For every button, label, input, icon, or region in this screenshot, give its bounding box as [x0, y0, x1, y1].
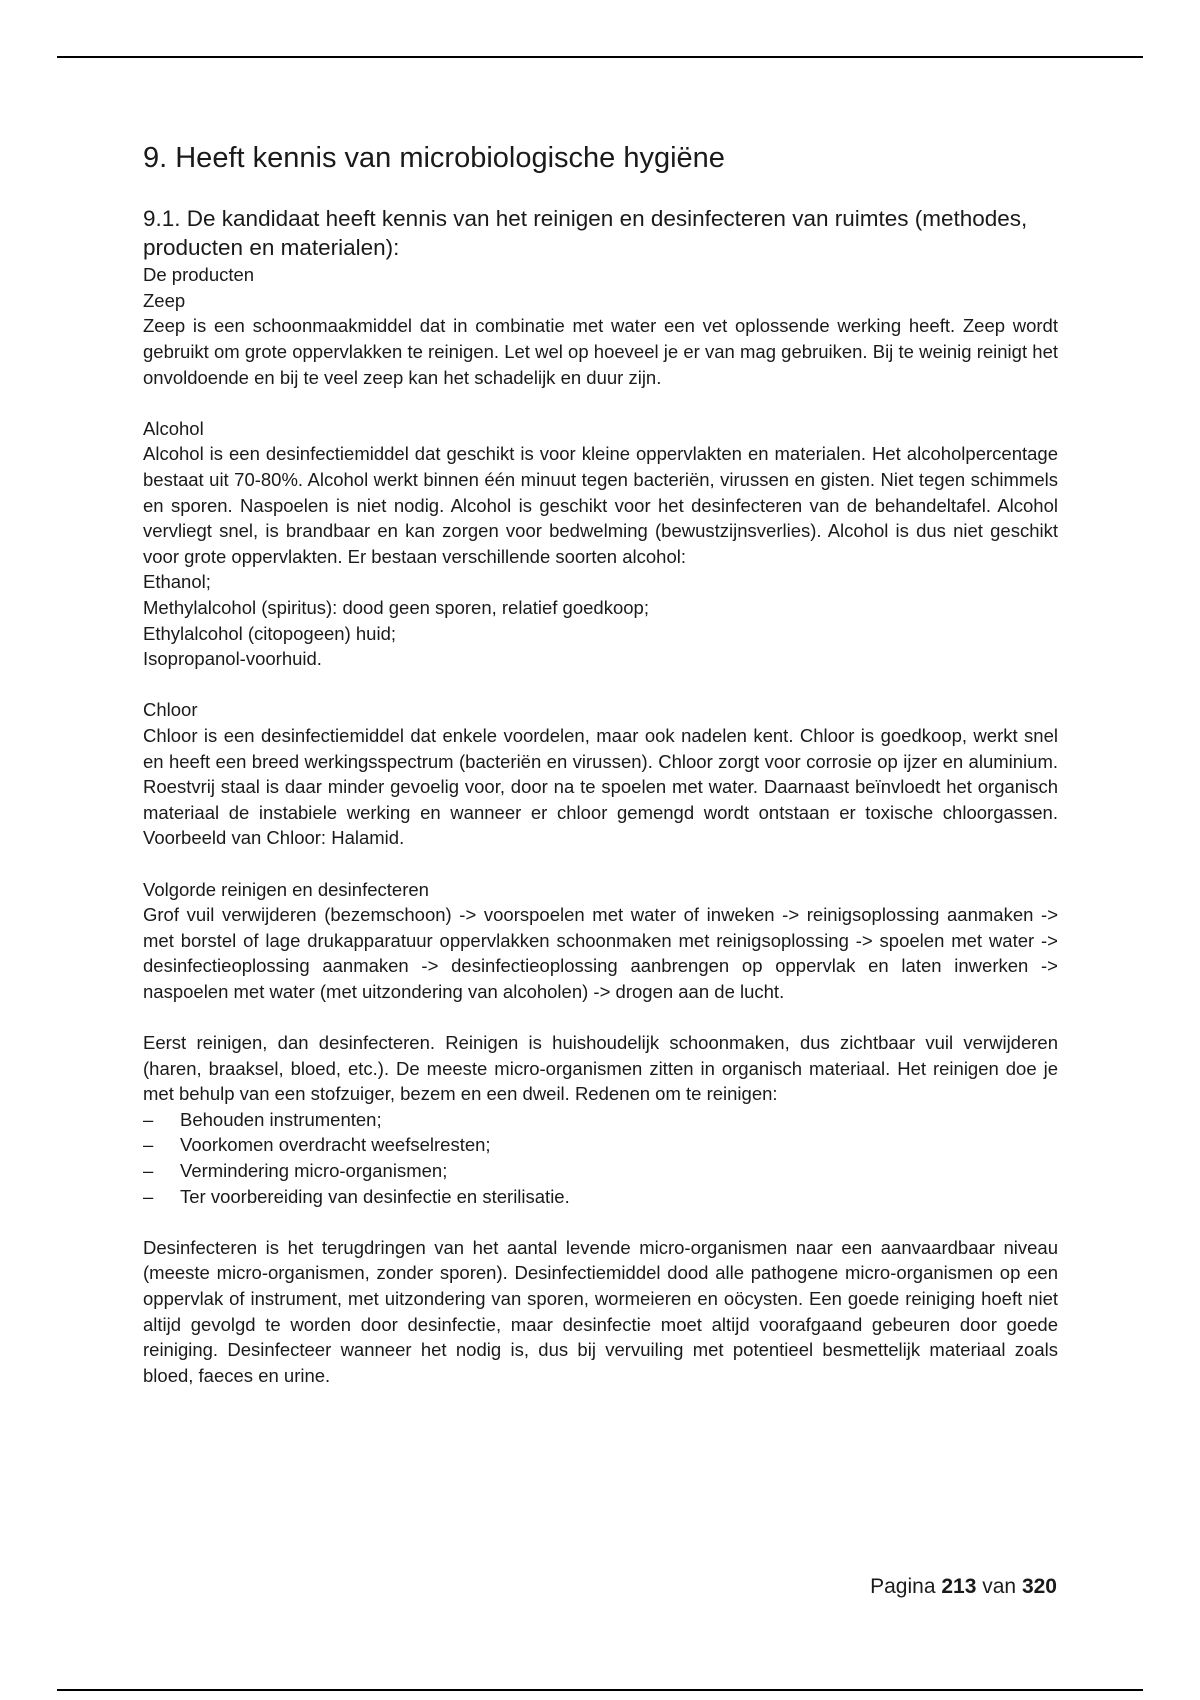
total-pages: 320	[1021, 1575, 1057, 1598]
alcohol-type: Ethanol;	[143, 571, 211, 593]
bottom-rule	[57, 1689, 1143, 1691]
list-item: – Behouden instrumenten;	[143, 1108, 382, 1130]
page-number	[870, 1573, 1057, 1601]
alcohol-type: Isopropanol-voorhuid.	[143, 648, 322, 670]
page-title: 9. Heeft kennis van microbiologische hygiëne	[143, 142, 725, 174]
list-item: – Ter voorbereiding van desinfectie en sterilisatie.	[143, 1185, 570, 1207]
reasons-list	[143, 1107, 1058, 1209]
chloor-title: Chloor	[143, 699, 198, 721]
chloor-paragraph: Chloor is een desinfectiemiddel dat enkele voordelen, maar ook nadelen kent. Chloor is goedkoop, werkt snel en heeft een breed werkingsspectrum (bacteriën en virussen). Chloor zorgt voor corrosie op ijzer en aluminium. Roestvrij staal is daar minder gevoelig voor, door na te spoelen met water. Daarnaast beïnvloedt het organisch materiaal de instabiele werking en wanneer er chloor gemengd wordt ontstaan er toxische chloorgassen. Voorbeeld van Chloor: Halamid.	[143, 724, 1058, 849]
current-page: 213	[941, 1575, 977, 1598]
page-content	[143, 140, 1058, 1388]
zeep-paragraph: Zeep is een schoonmaakmiddel dat in combinatie met water een vet oplossende werking heeft. Zeep wordt gebruikt om grote oppervlakken te reinigen. Let wel op hoeveel je er van mag gebruiken. Bij te weinig reinigt het onvoldoende en bij te veel zeep kan het schadelijk en duur zijn.	[143, 315, 1058, 388]
section-title: 9.1. De kandidaat heeft kennis van het reinigen en desinfecteren van ruimtes (methodes, producten en materialen):	[143, 206, 1028, 261]
page-label: Pagina	[870, 1575, 936, 1598]
volgorde-title: Volgorde reinigen en desinfecteren	[143, 878, 429, 900]
alcohol-type: Ethylalcohol (citopogeen) huid;	[143, 622, 396, 644]
alcohol-paragraph: Alcohol is een desinfectiemiddel dat geschikt is voor kleine oppervlakten en materialen. Het alcoholpercentage bestaat uit 70-80%. Alcohol werkt binnen één minuut tegen bacteriën, virussen en gisten. Niet tegen schimmels en sporen. Naspoelen is niet nodig. Alcohol is geschikt voor het desinfecteren van de behandeltafel. Alcohol vervliegt snel, is brandbaar en kan zorgen voor bedwelming (bewustzijnsverlies). Alcohol is dus niet geschikt voor grote oppervlakten. Er bestaan verschillende soorten alcohol:	[143, 443, 1058, 567]
page-separator: van	[982, 1575, 1017, 1598]
alcohol-title: Alcohol	[143, 417, 204, 439]
alcohol-type: Methylalcohol (spiritus): dood geen sporen, relatief goedkoop;	[143, 596, 649, 618]
top-rule	[57, 56, 1143, 58]
volgorde-paragraph: Grof vuil verwijderen (bezemschoon) -> voorspoelen met water of inweken -> reinigsoplossing aanmaken -> met borstel of lage drukapparatuur oppervlakken schoonmaken met reinigsoplossing -> spoelen met water -> desinfectieoplossing aanmaken -> desinfectieoplossing aanbrengen op oppervlak en laten inwerken -> naspoelen met water (met uitzondering van alcoholen) -> drogen aan de lucht.	[143, 904, 1058, 1002]
desinfecteren-paragraph: Desinfecteren is het terugdringen van het aantal levende micro-organismen naar een aanvaardbaar niveau (meeste micro-organismen, zonder sporen). Desinfectiemiddel dood alle pathogene micro-organismen op een oppervlak of instrument, met uitzondering van sporen, wormeieren en oöcysten. Een goede reiniging hoeft niet altijd gevolgd te worden door desinfectie, maar desinfectie moet altijd voorafgaand gebeuren door goede reiniging. Desinfecteer wanneer het nodig is, dus bij vervuiling met potentieel besmettelijk materiaal zoals bloed, faeces en urine.	[143, 1236, 1058, 1386]
zeep-title: Zeep	[143, 289, 186, 311]
products-subheading: De producten	[143, 264, 255, 286]
list-item: – Vermindering micro-organismen;	[143, 1160, 448, 1182]
reinigen-paragraph: Eerst reinigen, dan desinfecteren. Reinigen is huishoudelijk schoonmaken, dus zichtbaar vuil verwijderen (haren, braaksel, bloed, etc.). De meeste micro-organismen zitten in organisch materiaal. Het reinigen doe je met behulp van een stofzuiger, bezem en een dweil. Redenen om te reinigen:	[143, 1032, 1058, 1105]
list-item: – Voorkomen overdracht weefselresten;	[143, 1134, 491, 1156]
